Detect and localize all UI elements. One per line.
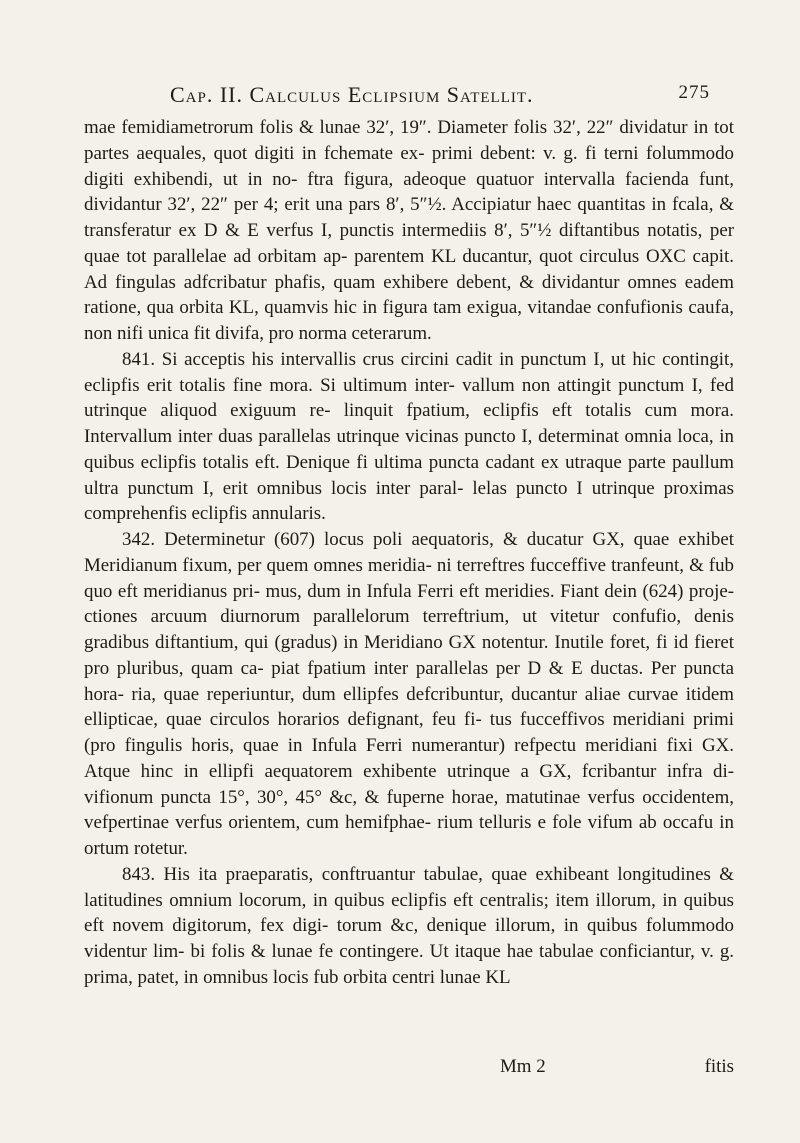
paragraph-840-continued: mae femidiametrorum folis & lunae 32′, 19″. Diameter folis 32′, 22″ dividatur in tot partes aequales, quot digiti in fchemate ex- primi debent: v. g. fi terni folummodo digiti exhibendi, ut in no- ftra figura, adeoque quatuor intervalla facienda funt, dividantur 32′, 22″ per 4; erit una pars 8′, 5″½. Accipiatur haec quantitas in fcala, & transferatur ex D & E verfus I, punctis intermediis 8′, 5″½ diftantibus notatis, per quae tot parallelae ad orbitam ap- parentem KL ducantur, quot circulus OXC capit. Ad fingulas adfcribatur phafis, quam exhibere debent, & dividantur omnes eadem ratione, qua orbita KL, quamvis hic in figura tam exigua, vitandae confufionis caufa, non nifi unica fit divifa, pro norma ceterarum. <box>84 117 734 344</box>
paragraph-841: 841. Si acceptis his intervallis crus circini cadit in punctum I, ut hic contingit, eclipfis erit totalis fine mora. Si ultimum inter- vallum non attingit punctum I, fed utrinque aliquod exiguum re- linquit fpatium, eclipfis eft totalis cum mora. Intervallum inter duas parallelas utrinque vicinas puncto I, determinat omnia loca, in quibus eclipfis totalis eft. Denique fi ultima puncta cadant ex utraque parte paullum ultra punctum I, erit omnibus locis inter paral- lelas puncto I utrinque proximas comprehenfis eclipfis annularis. <box>84 348 734 525</box>
chapter-title: Cap. II. Calculus Eclipsium Satellit. <box>170 82 534 107</box>
page-number: 275 <box>678 82 710 103</box>
catchword: fitis <box>704 1056 734 1077</box>
running-header <box>170 82 710 108</box>
signature-line <box>500 1056 734 1078</box>
paragraph-843: 843. His ita praeparatis, conftruantur tabulae, quae exhibeant longitudines & latitudines omnium locorum, in quibus eclipfis eft centralis; item illorum, in quibus eft novem digitorum, fex digi- torum &c, denique illorum, in quibus folummodo videntur lim- bi folis & lunae fe contingere. Ut itaque hae tabulae conficiantur, v. g. prima, patet, in omnibus locis fub orbita centri lunae KL <box>84 863 734 988</box>
paragraph-842: 342. Determinetur (607) locus poli aequatoris, & ducatur GX, quae exhibet Meridianum fixum, per quem omnes meridia- ni terreftres fucceffive tranfeunt, & fub quo eft meridianus pri- mus, dum in Infula Ferri eft meridies. Fiant dein (624) proje- ctiones arcuum diurnorum parallelorum terreftrium, ut vitetur confufio, denis gradibus diftantium, qui (gradus) in Meridiano GX notentur. Inutile foret, fi id fieret pro pluribus, quam ca- piat fpatium inter parallelas per D & E ductas. Per puncta hora- ria, quae reperiuntur, dum ellipfes defcribuntur, ducantur aliae curvae itidem ellipticae, quae circulos horarios defignant, feu fi- tus fucceffivos meridiani primi (pro fingulis horis, quae in Infula Ferri numerantur) refpectu meridiani fixi GX. Atque hinc in ellipfi aequatorem exhibente utrinque a GX, fcribantur infra di- vifionum puncta 15°, 30°, 45° &c, & fuperne horae, matutinae verfus occidentem, vefpertinae verfus orientem, cum hemifphae- rium telluris e fole vifum ab occafu in ortum rotetur. <box>84 529 734 859</box>
body-text <box>84 115 734 991</box>
gathering-signature: Mm 2 <box>500 1056 546 1077</box>
